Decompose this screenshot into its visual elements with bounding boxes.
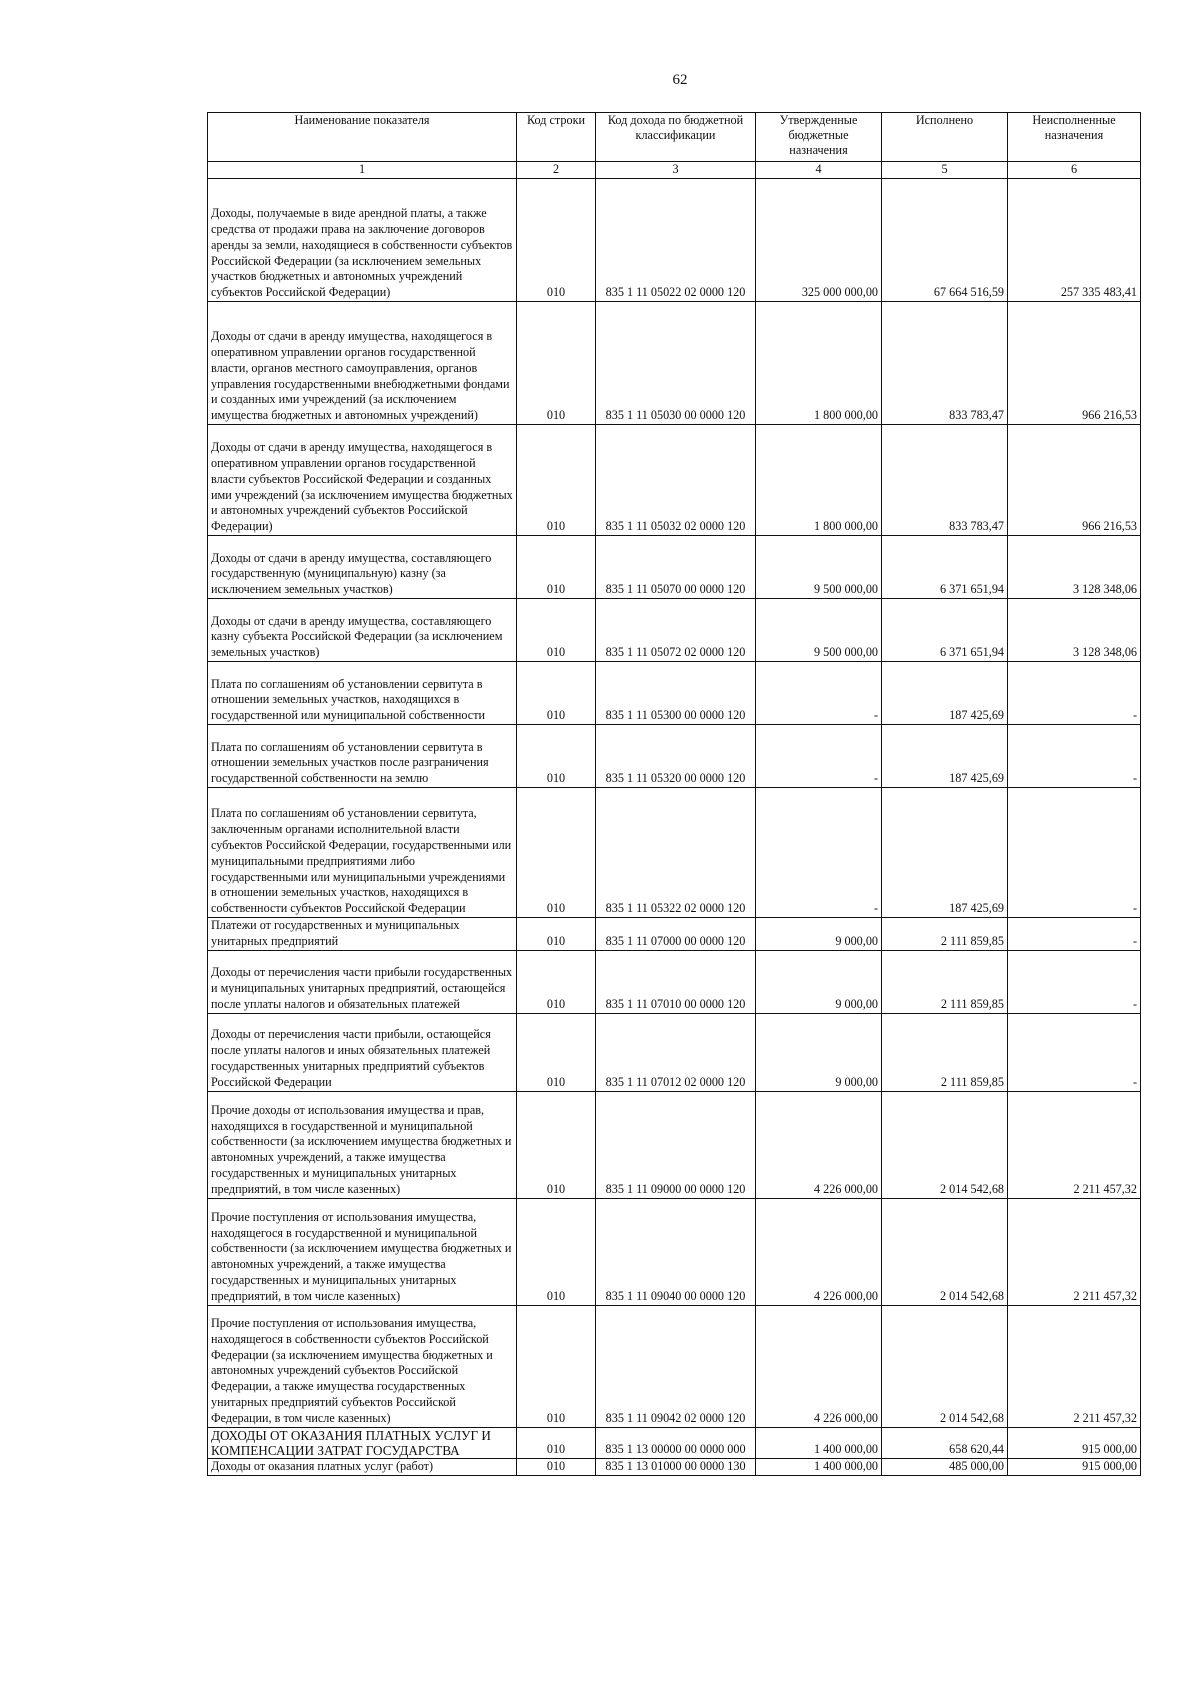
row-budget-code: 835 1 11 09000 00 0000 120 bbox=[596, 1091, 756, 1198]
row-line-code: 010 bbox=[517, 536, 596, 599]
row-line-code: 010 bbox=[517, 662, 596, 725]
row-budget-code: 835 1 11 05030 00 0000 120 bbox=[596, 302, 756, 425]
row-name: Платежи от государственных и муниципальных унитарных предприятий bbox=[208, 918, 517, 951]
table-row bbox=[208, 599, 1141, 662]
header-row bbox=[208, 113, 1141, 162]
row-executed: 187 425,69 bbox=[882, 662, 1008, 725]
header-line-code: Код строки bbox=[517, 113, 596, 162]
table-row bbox=[208, 425, 1141, 536]
row-budget-code: 835 1 11 07012 02 0000 120 bbox=[596, 1013, 756, 1091]
row-unexecuted: 3 128 348,06 bbox=[1008, 536, 1141, 599]
row-budget-code: 835 1 11 09040 00 0000 120 bbox=[596, 1198, 756, 1305]
column-number-row bbox=[208, 162, 1141, 179]
row-line-code: 010 bbox=[517, 725, 596, 788]
row-approved: 9 500 000,00 bbox=[756, 536, 882, 599]
table-row bbox=[208, 302, 1141, 425]
row-name: Доходы от сдачи в аренду имущества, находящегося в оперативном управлении органов государственной власти субъектов Российской Федерации и созданных ими учреждений (за исключением имущества бюджетных и автономных учреждений субъектов Российской Федерации) bbox=[208, 425, 517, 536]
row-executed: 2 014 542,68 bbox=[882, 1198, 1008, 1305]
row-executed: 2 014 542,68 bbox=[882, 1091, 1008, 1198]
row-name: Прочие поступления от использования имущества, находящегося в собственности субъектов Российской Федерации (за исключением имущества бюджетных и автономных учреждений субъектов Российской Федерации, а также имущества государственных унитарных предприятий субъектов Российской Федерации, в том числе казенных) bbox=[208, 1305, 517, 1427]
row-unexecuted: - bbox=[1008, 725, 1141, 788]
row-unexecuted: 966 216,53 bbox=[1008, 425, 1141, 536]
row-approved: 9 500 000,00 bbox=[756, 599, 882, 662]
column-number: 5 bbox=[882, 162, 1008, 179]
row-approved: 325 000 000,00 bbox=[756, 179, 882, 302]
row-line-code: 010 bbox=[517, 302, 596, 425]
row-line-code: 010 bbox=[517, 788, 596, 918]
row-unexecuted: - bbox=[1008, 1013, 1141, 1091]
row-executed: 2 111 859,85 bbox=[882, 918, 1008, 951]
table-row bbox=[208, 1305, 1141, 1427]
row-budget-code: 835 1 11 07000 00 0000 120 bbox=[596, 918, 756, 951]
row-name: Доходы от сдачи в аренду имущества, составляющего казну субъекта Российской Федерации (за исключением земельных участков) bbox=[208, 599, 517, 662]
row-budget-code: 835 1 11 05070 00 0000 120 bbox=[596, 536, 756, 599]
row-line-code: 010 bbox=[517, 918, 596, 951]
row-executed: 67 664 516,59 bbox=[882, 179, 1008, 302]
row-line-code: 010 bbox=[517, 1013, 596, 1091]
row-line-code: 010 bbox=[517, 1198, 596, 1305]
row-approved: - bbox=[756, 725, 882, 788]
row-approved: 4 226 000,00 bbox=[756, 1198, 882, 1305]
row-budget-code: 835 1 11 05032 02 0000 120 bbox=[596, 425, 756, 536]
row-budget-code: 835 1 11 05300 00 0000 120 bbox=[596, 662, 756, 725]
row-name: Плата по соглашениям об установлении сервитута, заключенным органами исполнительной власти субъектов Российской Федерации, государственными или муниципальными предприятиями либо государственными или муниципальными учреждениями в отношении земельных участков, находящихся в собственности субъектов Российской Федерации bbox=[208, 788, 517, 918]
row-unexecuted: 257 335 483,41 bbox=[1008, 179, 1141, 302]
column-number: 3 bbox=[596, 162, 756, 179]
row-budget-code: 835 1 11 05320 00 0000 120 bbox=[596, 725, 756, 788]
row-approved: - bbox=[756, 662, 882, 725]
table-row bbox=[208, 1091, 1141, 1198]
row-name: Плата по соглашениям об установлении сервитута в отношении земельных участков, находящихся в государственной или муниципальной собственности bbox=[208, 662, 517, 725]
row-approved: 4 226 000,00 bbox=[756, 1305, 882, 1427]
header-unexecuted: Неисполненные назначения bbox=[1008, 113, 1141, 162]
row-name: Доходы, получаемые в виде арендной платы, а также средства от продажи права на заключение договоров аренды за земли, находящиеся в собственности субъектов Российской Федерации (за исключением земельных участков бюджетных и автономных учреждений субъектов Российской Федерации) bbox=[208, 179, 517, 302]
column-number: 2 bbox=[517, 162, 596, 179]
column-number: 6 bbox=[1008, 162, 1141, 179]
row-unexecuted: 2 211 457,32 bbox=[1008, 1091, 1141, 1198]
row-budget-code: 835 1 11 07010 00 0000 120 bbox=[596, 950, 756, 1013]
row-line-code: 010 bbox=[517, 1305, 596, 1427]
row-executed: 833 783,47 bbox=[882, 302, 1008, 425]
table-row bbox=[208, 662, 1141, 725]
row-approved: 9 000,00 bbox=[756, 950, 882, 1013]
row-budget-code: 835 1 13 01000 00 0000 130 bbox=[596, 1458, 756, 1475]
table-row bbox=[208, 179, 1141, 302]
row-unexecuted: 915 000,00 bbox=[1008, 1458, 1141, 1475]
row-executed: 6 371 651,94 bbox=[882, 599, 1008, 662]
table-row bbox=[208, 918, 1141, 951]
column-number: 4 bbox=[756, 162, 882, 179]
row-name: Доходы от сдачи в аренду имущества, находящегося в оперативном управлении органов государственной власти, органов местного самоуправления, органов управления государственными внебюджетными фондами и созданных ими учреждений (за исключением имущества бюджетных и автономных учреждений) bbox=[208, 302, 517, 425]
row-budget-code: 835 1 11 09042 02 0000 120 bbox=[596, 1305, 756, 1427]
table-row bbox=[208, 1013, 1141, 1091]
row-line-code: 010 bbox=[517, 1458, 596, 1475]
row-unexecuted: 2 211 457,32 bbox=[1008, 1305, 1141, 1427]
row-executed: 2 111 859,85 bbox=[882, 1013, 1008, 1091]
row-unexecuted: 3 128 348,06 bbox=[1008, 599, 1141, 662]
row-name: Прочие поступления от использования имущества, находящегося в государственной и муниципальной собственности (за исключением имущества бюджетных и автономных учреждений, а также имущества государственных и муниципальных унитарных предприятий, в том числе казенных) bbox=[208, 1198, 517, 1305]
table-row bbox=[208, 1198, 1141, 1305]
row-unexecuted: 2 211 457,32 bbox=[1008, 1198, 1141, 1305]
row-executed: 658 620,44 bbox=[882, 1427, 1008, 1458]
row-approved: 1 400 000,00 bbox=[756, 1427, 882, 1458]
page-number: 62 bbox=[672, 72, 688, 88]
table-row bbox=[208, 536, 1141, 599]
row-name: Доходы от перечисления части прибыли государственных и муниципальных унитарных предприятий, остающейся после уплаты налогов и обязательных платежей bbox=[208, 950, 517, 1013]
row-approved: 4 226 000,00 bbox=[756, 1091, 882, 1198]
row-executed: 187 425,69 bbox=[882, 725, 1008, 788]
table-row bbox=[208, 788, 1141, 918]
row-budget-code: 835 1 11 05022 02 0000 120 bbox=[596, 179, 756, 302]
row-budget-code: 835 1 11 05322 02 0000 120 bbox=[596, 788, 756, 918]
table-row bbox=[208, 725, 1141, 788]
header-name: Наименование показателя bbox=[208, 113, 517, 162]
row-name: Прочие доходы от использования имущества и прав, находящихся в государственной и муниципальной собственности (за исключением имущества бюджетных и автономных учреждений, а также имущества государственных и муниципальных унитарных предприятий, в том числе казенных) bbox=[208, 1091, 517, 1198]
row-line-code: 010 bbox=[517, 425, 596, 536]
row-unexecuted: 915 000,00 bbox=[1008, 1427, 1141, 1458]
table-row bbox=[208, 950, 1141, 1013]
row-budget-code: 835 1 11 05072 02 0000 120 bbox=[596, 599, 756, 662]
row-approved: 1 400 000,00 bbox=[756, 1458, 882, 1475]
column-number: 1 bbox=[208, 162, 517, 179]
row-line-code: 010 bbox=[517, 1091, 596, 1198]
row-approved: 9 000,00 bbox=[756, 918, 882, 951]
row-unexecuted: - bbox=[1008, 950, 1141, 1013]
row-name: Доходы от оказания платных услуг (работ) bbox=[208, 1458, 517, 1475]
row-executed: 6 371 651,94 bbox=[882, 536, 1008, 599]
row-budget-code: 835 1 13 00000 00 0000 000 bbox=[596, 1427, 756, 1458]
row-approved: 1 800 000,00 bbox=[756, 302, 882, 425]
row-approved: 9 000,00 bbox=[756, 1013, 882, 1091]
row-name: Плата по соглашениям об установлении сервитута в отношении земельных участков после разграничения государственной собственности на землю bbox=[208, 725, 517, 788]
header-budget-code: Код дохода по бюджетной классификации bbox=[596, 113, 756, 162]
header-approved: Утвержденные бюджетные назначения bbox=[756, 113, 882, 162]
row-unexecuted: 966 216,53 bbox=[1008, 302, 1141, 425]
row-line-code: 010 bbox=[517, 179, 596, 302]
row-unexecuted: - bbox=[1008, 918, 1141, 951]
row-line-code: 010 bbox=[517, 599, 596, 662]
table-row bbox=[208, 1458, 1141, 1475]
table-row bbox=[208, 1427, 1141, 1458]
row-approved: - bbox=[756, 788, 882, 918]
row-line-code: 010 bbox=[517, 950, 596, 1013]
row-unexecuted: - bbox=[1008, 788, 1141, 918]
row-executed: 2 111 859,85 bbox=[882, 950, 1008, 1013]
row-executed: 2 014 542,68 bbox=[882, 1305, 1008, 1427]
row-executed: 833 783,47 bbox=[882, 425, 1008, 536]
row-executed: 485 000,00 bbox=[882, 1458, 1008, 1475]
row-name: Доходы от перечисления части прибыли, остающейся после уплаты налогов и иных обязательных платежей государственных унитарных предприятий субъектов Российской Федерации bbox=[208, 1013, 517, 1091]
revenue-table bbox=[207, 112, 1141, 1476]
header-executed: Исполнено bbox=[882, 113, 1008, 162]
row-approved: 1 800 000,00 bbox=[756, 425, 882, 536]
row-executed: 187 425,69 bbox=[882, 788, 1008, 918]
row-line-code: 010 bbox=[517, 1427, 596, 1458]
row-name: ДОХОДЫ ОТ ОКАЗАНИЯ ПЛАТНЫХ УСЛУГ И КОМПЕНСАЦИИ ЗАТРАТ ГОСУДАРСТВА bbox=[208, 1427, 517, 1458]
row-unexecuted: - bbox=[1008, 662, 1141, 725]
row-name: Доходы от сдачи в аренду имущества, составляющего государственную (муниципальную) казну (за исключением земельных участков) bbox=[208, 536, 517, 599]
